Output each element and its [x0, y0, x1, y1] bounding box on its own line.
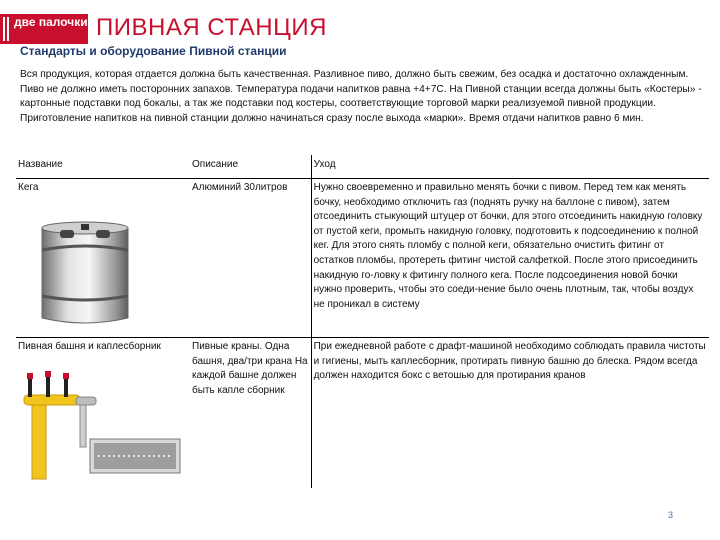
beer-tower-image [18, 361, 188, 481]
table-row [16, 179, 709, 338]
equipment-table [16, 155, 709, 488]
header-care: Уход [311, 155, 709, 179]
keg-image [30, 218, 140, 328]
logo-text: две палочки [14, 15, 88, 29]
chopsticks-icon [3, 17, 9, 41]
row-name: Кега [18, 182, 39, 193]
row-description: Пивные краны. Одна башня, два/три крана На каждой башне должен быть капле сборник [190, 338, 311, 489]
header-name: Название [16, 155, 190, 179]
row-description: Алюминий 30литров [190, 179, 311, 338]
page-title: ПИВНАЯ СТАНЦИЯ [96, 14, 327, 41]
row-care: Нужно своевременно и правильно менять бочки с пивом. Перед тем как менять бочку, необходимо отключить газ (поднять ручку на баллоне с пивом), затем отсоединить стыкующий штуцер от бочки, для этого отсоединить накидную головку от пустой кеги, промыть накидную головку, подготовить к подсоединению к полной кег. Для этого снять пломбу с полной кеги, обязательно очистить фитинг от остатков пломбы, протереть фитинг чистой салфеткой. После этого присоединить накидную го-ловку к фитингу полного кега. После подсоединения новой бочки нужно проверить, чтобы это соеди-нение было очень плотным, так, чтобы воздух не проникал в систему [311, 179, 709, 338]
table-header-row [16, 155, 709, 179]
row-care: При ежедневной работе с драфт-машиной необходимо соблюдать правила чистоты и гигиены, мыть каплесборник, протирать пивную башню до блеска. Рядом всегда должен находится бокс с ветошью для протирания кранов [313, 341, 706, 382]
page-number: 3 [668, 510, 674, 520]
page-subtitle: Стандарты и оборудование Пивной станции [20, 44, 287, 58]
table-row [16, 338, 709, 489]
intro-paragraph: Вся продукция, которая отдается должна быть качественная. Разливное пиво, должно быть свежим, без осадка и достаточно охлажденным. Пиво не должно иметь посторонних запахов. Температура подачи напитков равна +4+7С. На Пивной станции всегда должны быть «Костеры» - картонные подставки под бокалы, а так же подставки под костеры, соответствующие торговой марки реализуемой пивной продукции. Приготовление напитков на пивной станции должно начинаться сразу после выхода «марки». Время отдачи напитков равно 6 мин. [20, 69, 702, 124]
row-name: Пивная башня и каплесборник [18, 341, 161, 352]
header-description: Описание [190, 155, 311, 179]
brand-logo [0, 14, 88, 44]
